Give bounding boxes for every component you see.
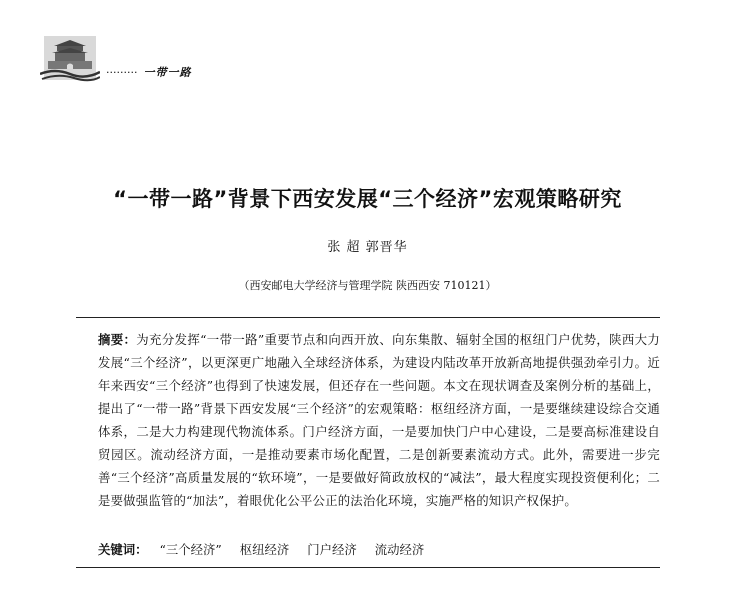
keyword-item: 流动经济: [374, 542, 425, 557]
keyword-item: 枢纽经济: [239, 542, 290, 557]
keywords: [98, 540, 438, 558]
city-gate-logo-icon: [40, 32, 100, 84]
journal-header: [40, 32, 240, 92]
keywords-label: 关键词：: [98, 542, 148, 557]
dotted-leader: ·········: [106, 66, 138, 79]
abstract: [98, 328, 660, 512]
section-name: 一带一路: [143, 66, 192, 79]
abstract-label: 摘要：: [98, 332, 137, 347]
top-divider: [76, 317, 660, 318]
bottom-divider: [76, 567, 660, 568]
keyword-item: 门户经济: [307, 542, 357, 557]
paper-authors: 张 超 郭晋华: [327, 240, 408, 255]
keyword-item: “三个经济”: [159, 542, 222, 557]
paper-title: “一带一路”背景下西安发展“三个经济”宏观策略研究: [113, 187, 622, 211]
abstract-text: 为充分发挥“一带一路”重要节点和向西开放、向东集散、辐射全国的枢纽门户优势，陕西大力发展“三个经济”，以更深更广地融入全球经济体系，为建设内陆改革开放新高地提供强劲牵引力。近年来西安“三个经济”也得到了快速发展，但还存在一些问题。本文在现状调查及案例分析的基础上，提出了“一带一路”背景下西安发展“三个经济”的宏观策略：枢纽经济方面，一是要继续建设综合交通体系，二是大力构建现代物流体系。门户经济方面，一是要加快门户中心建设，二是要高标准建设自贸园区。流动经济方面，一是推动要素市场化配置，二是创新要素流动方式。此外，需要进一步完善“三个经济”高质量发展的“软环境”，一是要做好简政放权的“减法”，最大程度实现投资便利化；二是要做强监管的“加法”，着眼优化公平公正的法治化环境，实施严格的知识产权保护。: [98, 332, 660, 508]
journal-section: [106, 64, 191, 80]
author-affiliation: （西安邮电大学经济与管理学院 陕西西安 710121）: [238, 279, 497, 292]
